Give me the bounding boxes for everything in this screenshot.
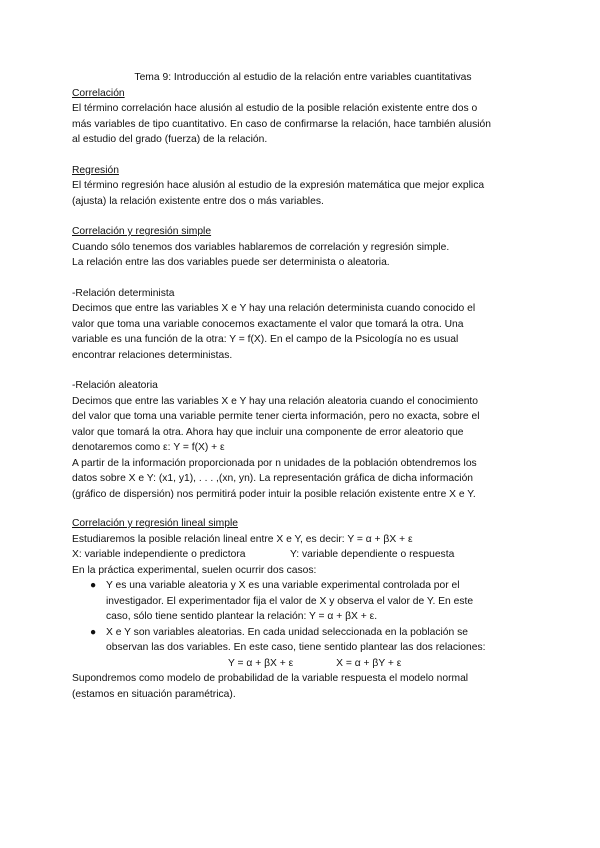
paragraph-line: del valor que toma una variable permite tener cierta información, pero no exacta, sobre el bbox=[72, 411, 480, 422]
paragraph-line: encontrar relaciones deterministas. bbox=[72, 349, 233, 361]
page-title: Tema 9: Introducción al estudio de la relación entre variables cuantitativas bbox=[134, 72, 472, 83]
paragraph-line: El término correlación hace alusión al estudio de la posible relación existente entre dos o bbox=[72, 103, 478, 114]
heading-correlacion: Correlación bbox=[72, 87, 125, 99]
paragraph-line: El término regresión hace alusión al estudio de la expresión matemática que mejor explica bbox=[72, 180, 485, 191]
cases-list bbox=[72, 578, 534, 656]
equations-line bbox=[72, 656, 534, 672]
heading-regresion: Regresión bbox=[72, 164, 119, 176]
paragraph-line: Cuando sólo tenemos dos variables hablaremos de correlación y regresión simple. bbox=[72, 241, 450, 253]
list-item: ● X e Y son variables aleatorias. En cada unidad seleccionada en la población se observan las dos variables. En este caso, tiene sentido plantear las dos relaciones: bbox=[90, 626, 486, 653]
paragraph-line: En la práctica experimental, suelen ocurrir dos casos: bbox=[72, 564, 317, 576]
heading-relacion-determinista: -Relación determinista bbox=[72, 287, 175, 299]
equation-y: Y = α + βX + ε bbox=[228, 657, 294, 669]
paragraph-line: denotaremos como ε: Y = f(X) + ε bbox=[72, 442, 225, 453]
paragraph-line: variable es una función de la otra: Y = f(X). En el campo de la Psicología no es usual bbox=[72, 334, 459, 345]
dependent-variable-label: Y: variable dependiente o respuesta bbox=[290, 549, 455, 560]
paragraph-line: Supondremos como modelo de probabilidad de la variable respuesta el modelo normal bbox=[72, 673, 469, 684]
paragraph-line: Decimos que entre las variables X e Y hay una relación determinista cuando conocido el bbox=[72, 303, 476, 314]
equation-x: X = α + βY + ε bbox=[336, 657, 402, 669]
variables-row bbox=[72, 547, 534, 563]
heading-correlacion-regresion-lineal-simple: Correlación y regresión lineal simple bbox=[72, 518, 238, 529]
paragraph-line: valor que toma una variable conocemos exactamente el valor que tomará la otra. Una bbox=[72, 318, 464, 330]
paragraph-line: Decimos que entre las variables X e Y hay una relación aleatoria cuando el conocimiento bbox=[72, 395, 479, 407]
document-body bbox=[72, 70, 534, 702]
bullet-icon: ● bbox=[90, 580, 97, 591]
paragraph-line: (gráfico de dispersión) nos permitirá poder intuir la posible relación existente entre X e Y. bbox=[72, 488, 476, 500]
paragraph-line: Estudiaremos la posible relación lineal entre X e Y, es decir: Y = α + βX + ε bbox=[72, 533, 413, 545]
heading-relacion-aleatoria: -Relación aleatoria bbox=[72, 380, 158, 391]
paragraph-line: A partir de la información proporcionada por n unidades de la población obtendremos los bbox=[72, 457, 477, 469]
heading-correlacion-regresion-simple: Correlación y regresión simple bbox=[72, 226, 212, 237]
paragraph-line: datos sobre X e Y: (x1, y1), . . . ,(xn, yn). La representación gráfica de dicha información bbox=[72, 473, 474, 484]
paragraph-line: (ajusta) la relación existente entre dos o más variables. bbox=[72, 195, 324, 207]
bullet-icon: ● bbox=[90, 626, 97, 638]
paragraph-line: La relación entre las dos variables puede ser determinista o aleatoria. bbox=[72, 257, 390, 268]
paragraph-line: valor que tomará la otra. Ahora hay que incluir una componente de error aleatorio que bbox=[72, 426, 464, 438]
paragraph-line: más variables de tipo cuantitativo. En caso de confirmarse la relación, hace también alusión bbox=[72, 118, 491, 130]
list-item: ● Y es una variable aleatoria y X es una variable experimental controlada por el investigador. El experimentador fija el valor de X y observa el valor de Y. En este caso, sólo tiene sentido plantear la relación: Y = α + βX + ε. bbox=[90, 580, 474, 622]
paragraph-line: (estamos en situación paramétrica). bbox=[72, 688, 236, 700]
paragraph-line: al estudio del grado (fuerza) de la relación. bbox=[72, 134, 268, 145]
independent-variable-label: X: variable independiente o predictora bbox=[72, 549, 246, 560]
